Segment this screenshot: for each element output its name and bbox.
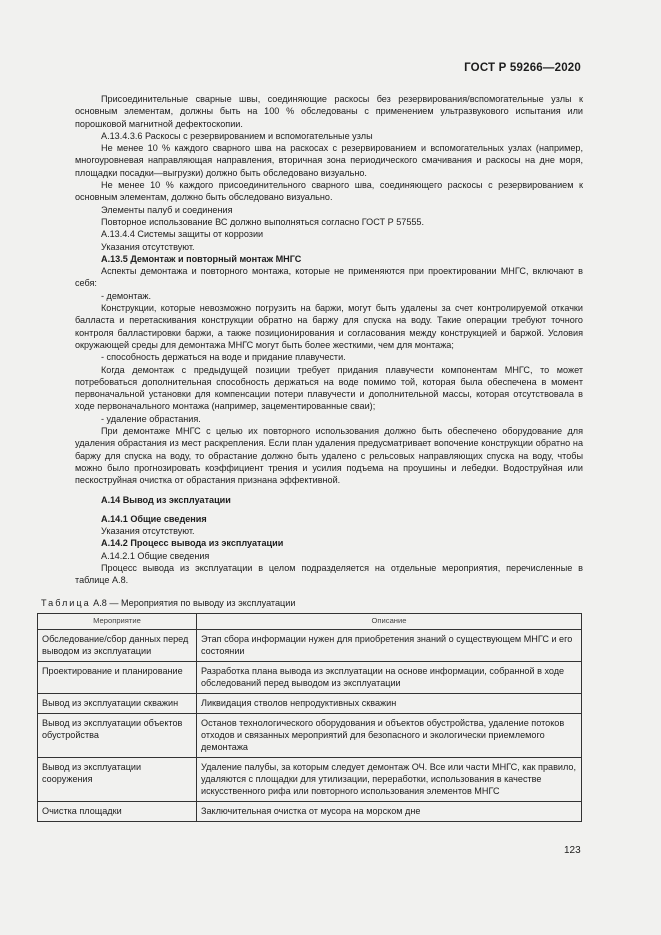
paragraph: Когда демонтаж с предыдущей позиции требует придания плавучести компонентам МНГС, то может потребоваться дополнительная способность держаться на воде помимо той, которая была обеспечена в момент первоначальной установки для компенсации потери плавучести и дополнительной массы, которая отсутствовала в ходе первоначального монтажа (например, зацементированные сваи); [75, 364, 583, 412]
subsection-heading: А.14.2.1 Общие сведения [101, 550, 210, 561]
table-caption-text: А.8 — Мероприятия по выводу из эксплуатации [90, 597, 296, 608]
subsection-heading: А.13.4.4 Системы защиты от коррозии [101, 229, 264, 240]
section-heading: А.14.2 Процесс вывода из эксплуатации [101, 538, 284, 549]
paragraph: Не менее 10 % каждого сварного шва на раскосах с резервированием и вспомогательных узлах (например, многоуровневая направляющая направления, вторичная зона периодического смачивания и раскосы на дне моря, площадки посадки—выгрузки) должно быть обследовано визуально. [75, 143, 583, 178]
table-cell-description: Удаление палубы, за которым следует демонтаж ОЧ. Все или части МНГС, как правило, удаляются с площадки для утилизации, переработки, использования в качестве искусственного рифа или повторного использования элементов МНГС [197, 757, 582, 801]
paragraph: Конструкции, которые невозможно погрузить на баржи, могут быть удалены за счет контролируемой откачки балласта и перетаскивания конструкции обратно на баржу для спуска на воду. Такие операции требуют точного контроля балластировки баржи, а также позиционирования и согласования между конструкцией и баржой. Условия окружающей среды для демонтажа МНГС могут быть более жесткими, чем для монтажа; [75, 303, 583, 350]
paragraph: Элементы палуб и соединения [101, 204, 233, 215]
table-cell-description: Останов технологического оборудования и объектов обустройства, удаление потоков отходов и связанных мероприятий для безопасного и экологически приемлемого демонтажа [197, 713, 582, 757]
paragraph: Повторное использование ВС должно выполняться согласно ГОСТ Р 57555. [101, 216, 425, 227]
paragraph: Присоединительные сварные швы, соединяющие раскосы без резервирования/вспомогательные узлы к основным элементам, должны быть на 100 % обследованы с применением ультразвукового испытания или порошковой магнитной дефектоскопии. [75, 94, 583, 129]
table-cell-activity: Вывод из эксплуатации скважин [38, 693, 197, 713]
section-heading: А.14.1 Общие сведения [101, 513, 207, 524]
table-header-row [38, 613, 582, 629]
table-row [38, 693, 582, 713]
section-heading: А.13.5 Демонтаж и повторный монтаж МНГС [101, 253, 302, 264]
subsection-heading: А.13.4.3.6 Раскосы с резервированием и вспомогательные узлы [101, 130, 373, 141]
table-row [38, 757, 582, 801]
table-caption-prefix: Таблица [41, 597, 91, 608]
column-header-activity: Мероприятие [38, 613, 197, 629]
activities-table [37, 613, 582, 822]
document-header: ГОСТ Р 59266—2020 [464, 62, 581, 74]
table-cell-description: Разработка плана вывода из эксплуатации на основе информации, собранной в ходе обследований перед выводом из эксплуатации [197, 661, 582, 693]
table-row [38, 801, 582, 821]
section-heading: А.14 Вывод из эксплуатации [101, 494, 231, 505]
list-item: - демонтаж. [101, 290, 151, 301]
table-row [38, 713, 582, 757]
column-header-description: Описание [197, 613, 582, 629]
table-cell-activity: Проектирование и планирование [38, 661, 197, 693]
paragraph: Не менее 10 % каждого присоединительного сварного шва, соединяющего раскосы с резервированием к основным элементам, должно быть обследовано визуально. [75, 180, 583, 203]
paragraph: Процесс вывода из эксплуатации в целом подразделяется на отдельные мероприятия, перечисленные в таблице А.8. [75, 562, 583, 586]
paragraph: Аспекты демонтажа и повторного монтажа, которые не применяются при проектировании МНГС, включают в себя: [75, 266, 583, 289]
paragraph: Указания отсутствуют. [101, 526, 195, 537]
table-cell-description: Этап сбора информации нужен для приобретения знаний о существующем МНГС и его состоянии [197, 629, 582, 661]
table-row [38, 661, 582, 693]
table-caption [41, 597, 583, 609]
list-item: - способность держаться на воде и придание плавучести. [101, 352, 346, 363]
paragraph: Указания отсутствуют. [101, 241, 195, 252]
paragraph: При демонтаже МНГС с целью их повторного использования должно быть обеспечено оборудование для удаления обрастания из мест раскрепления. Если план удаления предусматривает вопочение конструкции обратно на баржу для спуска на воду, то обрастание должно быть удалено с рельсовых направляющих спуска на воду, чтобы можно было прогнозировать коэффициент трения и усилия подъема на проушины и лебедки. Водоструйная или пескоструйная очистка от обрастания признана эффективной. [75, 426, 583, 486]
table-cell-activity: Очистка площадки [38, 801, 197, 821]
list-item: - удаление обрастания. [101, 413, 201, 424]
table-row [38, 629, 582, 661]
table-cell-activity: Обследование/сбор данных перед выводом из эксплуатации [38, 629, 197, 661]
table-cell-description: Заключительная очистка от мусора на морском дне [197, 801, 582, 821]
page-number: 123 [564, 845, 581, 856]
document-body [41, 93, 583, 822]
table-cell-activity: Вывод из эксплуатации объектов обустройства [38, 713, 197, 757]
table-cell-description: Ликвидация стволов непродуктивных скважин [197, 693, 582, 713]
table-cell-activity: Вывод из эксплуатации сооружения [38, 757, 197, 801]
